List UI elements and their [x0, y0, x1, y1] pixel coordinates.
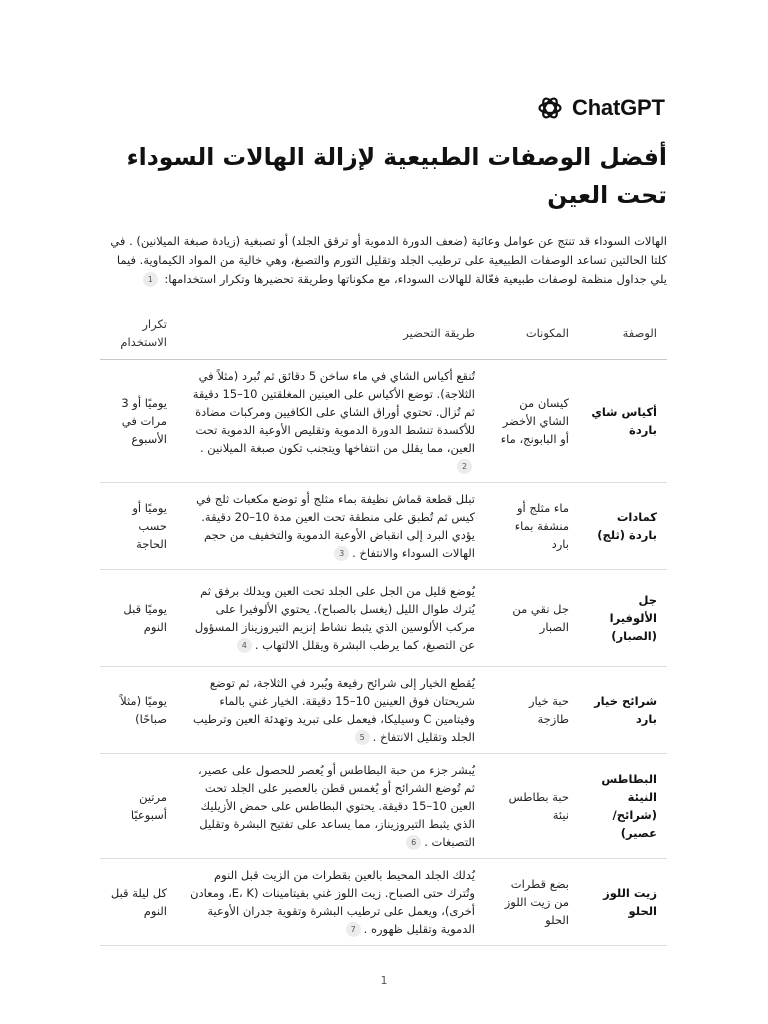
method-text: يُوضع قليل من الجل على الجلد تحت العين ويدلك برفق ثم يُترك طوال الليل (يغسل بالصباح). يحتوي الألوفيرا على مركب الألوسين الذي يثبط نشاط إنزيم التيروزيناز المسؤول عن التصبغ، كما يرطب البشرة ويقلل الالتهاب . — [194, 584, 475, 652]
document-page — [100, 138, 667, 946]
table-row — [100, 483, 667, 570]
citation-badge[interactable]: 2 — [457, 459, 472, 474]
intro-paragraph — [100, 232, 667, 289]
method-text: يُبشر جزء من حبة البطاطس أو يُعصر للحصول على عصير، ثم تُوضع الشرائح أو يُغمس قطن بالعصير على الجلد تحت العين 10–15 دقيقة. يحتوي البطاطس على حمض الأزيليك الذي يثبط التيروزيناز، مما يساعد على تفتيح البشرة وتقليل التصبغات . — [197, 763, 475, 849]
citation-badge[interactable]: 4 — [237, 638, 252, 653]
recipe-name: البطاطس النيئة (شرائح/عصير) — [579, 754, 667, 859]
header-recipe: الوصفة — [579, 311, 667, 360]
recipe-method — [177, 483, 485, 570]
recipe-name: جل الألوفيرا (الصبار) — [579, 570, 667, 667]
brand-name: ChatGPT — [572, 95, 665, 120]
table-row — [100, 360, 667, 483]
citation-badge[interactable]: 3 — [334, 546, 349, 561]
recipe-name: أكياس شاي باردة — [579, 360, 667, 483]
recipe-frequency: كل ليلة قبل النوم — [100, 859, 177, 946]
table-row — [100, 859, 667, 946]
table-row — [100, 570, 667, 667]
recipe-method — [177, 667, 485, 754]
header-method: طريقة التحضير — [177, 311, 485, 360]
recipe-frequency: يوميًا أو 3 مرات في الأسبوع — [100, 360, 177, 483]
recipe-name: زيت اللوز الحلو — [579, 859, 667, 946]
table-row — [100, 667, 667, 754]
recipe-method — [177, 360, 485, 483]
openai-logo-icon — [536, 94, 564, 122]
recipe-method — [177, 754, 485, 859]
recipe-method — [177, 859, 485, 946]
recipes-table — [100, 311, 667, 946]
recipe-ingredients: كيسان من الشاي الأخضر أو البابونج، ماء — [485, 360, 579, 483]
document-title: أفضل الوصفات الطبيعية لإزالة الهالات السوداء تحت العين — [126, 143, 667, 209]
method-text: يُقطع الخيار إلى شرائح رفيعة ويُبرد في الثلاجة، ثم توضع شريحتان فوق العينين 10–15 دقيقة. الخيار غني بالماء وفيتامين C وسيليكا، فيعمل على تبريد وتهدئة العين وترطيب الجلد وتقليل الانتفاخ . — [193, 676, 475, 744]
recipe-ingredients: ماء مثلج أو منشفة بماء بارد — [485, 483, 579, 570]
method-text: تُنقع أكياس الشاي في ماء ساخن 5 دقائق ثم تُبرد (مثلاً في الثلاجة). توضع الأكياس على العينين المغلقتين 10–15 دقيقة ثم تُزال. تحتوي أوراق الشاي على الكافيين ومركبات مضادة للأكسدة تنشط الدورة الدموية وتقليص الأوعية الدموية تحت العين، مما يقلل من انتفاخها ويتجنب تكون صبغة الميلانين . — [192, 369, 475, 455]
table-row — [100, 754, 667, 859]
header-frequency: تكرار الاستخدام — [100, 311, 177, 360]
header-ingredients: المكونات — [485, 311, 579, 360]
method-text: تبلل قطعة قماش نظيفة بماء مثلج أو توضع مكعبات ثلج في كيس ثم تُطبق على منطقة تحت العين مدة 10–20 دقيقة. يؤدي البرد إلى انقباض الأوعية الدموية والتخفيف من حجم الهالات السوداء والانتفاخ . — [196, 492, 475, 560]
recipe-frequency: يوميًا قبل النوم — [100, 570, 177, 667]
method-text: يُدلك الجلد المحيط بالعين بقطرات من الزيت قبل النوم وتُترك حتى الصباح. زيت اللوز غني بفيتامينات (E، K، ومعادن أخرى)، ويعمل على ترطيب البشرة وتقوية جدران الأوعية الدموية وتقليل ظهوره . — [190, 868, 475, 936]
intro-text: الهالات السوداء قد تنتج عن عوامل وعائية (ضعف الدورة الدموية أو ترقق الجلد) أو تصبغية (زيادة صبغة الميلانين) . في كلتا الحالتين تساعد الوصفات الطبيعية على ترطيب الجلد وتقليل التورم والتصبغ، وهي خالية من المواد الكيماوية. فيما يلي جداول منظمة لوصفات طبيعية فعّالة للهالات السوداء، مع مكوناتها وطريقة تحضيرها وتكرار استخدامها: — [110, 234, 667, 286]
recipe-ingredients: حبة خيار طازجة — [485, 667, 579, 754]
citation-badge[interactable]: 7 — [346, 922, 361, 937]
recipe-method — [177, 570, 485, 667]
recipe-ingredients: جل نقي من الصبار — [485, 570, 579, 667]
recipe-name: كمادات باردة (ثلج) — [579, 483, 667, 570]
recipe-ingredients: بضع قطرات من زيت اللوز الحلو — [485, 859, 579, 946]
page-number: 1 — [380, 974, 388, 987]
citation-badge[interactable]: 5 — [355, 730, 370, 745]
recipe-ingredients: حبة بطاطس نيئة — [485, 754, 579, 859]
recipe-frequency: يوميًا أو حسب الحاجة — [100, 483, 177, 570]
recipe-frequency: مرتين أسبوعيًا — [100, 754, 177, 859]
recipe-frequency: يوميًا (مثلاً صباحًا) — [100, 667, 177, 754]
recipe-name: شرائح خيار بارد — [579, 667, 667, 754]
citation-badge[interactable]: 6 — [406, 835, 421, 850]
brand-logo — [536, 94, 665, 122]
table-header-row — [100, 311, 667, 360]
citation-badge[interactable]: 1 — [143, 272, 158, 287]
